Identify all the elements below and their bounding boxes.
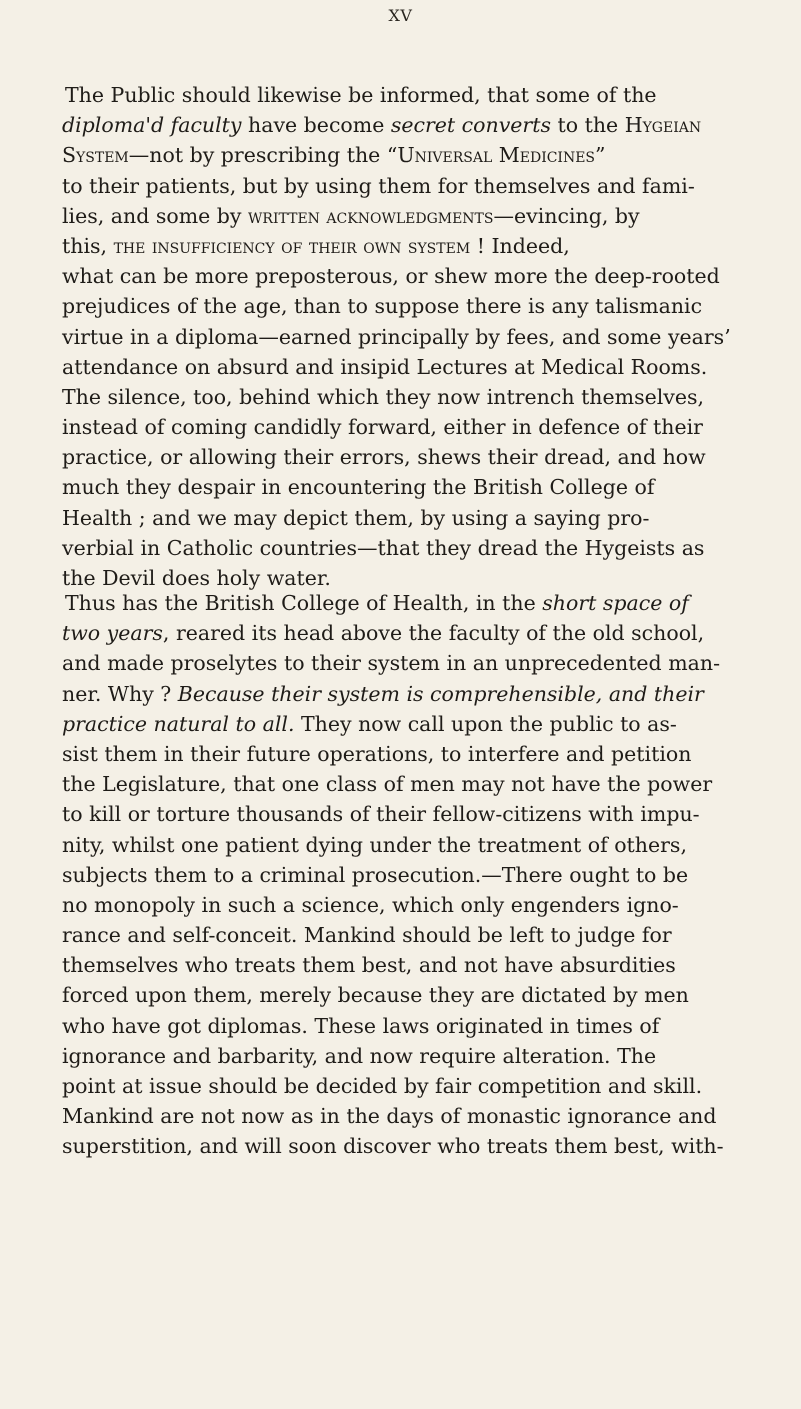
italic-text: secret converts: [390, 113, 551, 138]
text-line: [62, 80, 766, 110]
italic-text: Because their system is comprehensible, and their: [177, 681, 704, 706]
text-segment: , reared its head above the faculty of the old school,: [162, 621, 705, 646]
small-caps-text: System: [62, 143, 129, 168]
text-line: [62, 1041, 766, 1071]
text-segment: ”: [595, 143, 606, 168]
text-line: [62, 412, 766, 442]
text-line: [62, 588, 766, 618]
text-line: [62, 503, 766, 533]
text-segment: prejudices of the age, than to suppose there is any talismanic: [62, 294, 703, 319]
text-segment: verbial in Catholic countries—that they dread the Hygeists as: [62, 535, 705, 560]
text-segment: practice, or allowing their errors, shews their dread, and how: [62, 445, 706, 470]
text-segment: point at issue should be decided by fair competition and skill.: [62, 1074, 703, 1098]
text-line: [62, 920, 766, 950]
text-line: [62, 980, 766, 1010]
text-segment: Health ; and we may depict them, by using a saying pro-: [62, 505, 650, 530]
italic-text: diploma'd faculty: [62, 113, 242, 138]
text-line: [62, 110, 766, 140]
text-segment: the Devil does holy water.: [62, 566, 331, 590]
italic-text: practice natural to all.: [62, 711, 295, 736]
text-segment: ner. Why ?: [62, 681, 178, 706]
text-segment: what can be more preposterous, or shew more the deep-rooted: [62, 264, 720, 289]
text-line: [62, 769, 766, 799]
paragraph-1: [62, 80, 766, 593]
page-number: XV: [388, 6, 413, 25]
small-caps-text: Universal Medicines: [397, 143, 596, 168]
small-caps-text: Hygeian: [624, 113, 702, 138]
text-segment: ! Indeed,: [470, 233, 570, 258]
text-segment: no monopoly in such a science, which only engenders igno-: [62, 892, 679, 917]
italic-text: short space of: [542, 591, 689, 615]
text-segment: —evincing, by: [493, 203, 640, 228]
text-line: [62, 201, 766, 231]
text-segment: rance and self-conceit. Mankind should be left to judge for: [62, 923, 672, 948]
text-segment: subjects them to a criminal prosecution.—There ought to be: [62, 862, 689, 887]
italic-text: two years: [62, 621, 163, 646]
text-line: [62, 890, 766, 920]
text-segment: The silence, too, behind which they now intrench themselves,: [62, 384, 705, 409]
text-line: [62, 382, 766, 412]
text-line: [62, 679, 766, 709]
text-segment: The Public should likewise be informed, that some of the: [65, 83, 657, 107]
text-line: [62, 231, 766, 261]
text-segment: lies, and some by: [62, 203, 249, 228]
text-line: [62, 648, 766, 678]
text-line: [62, 739, 766, 769]
text-line: [62, 1131, 766, 1161]
text-segment: They now call upon the public to as-: [294, 711, 677, 736]
text-segment: to kill or torture thousands of their fellow-citizens with impu-: [62, 802, 700, 827]
text-line: [62, 171, 766, 201]
text-segment: virtue in a diploma—earned principally by fees, and some years’: [62, 324, 731, 349]
text-line: [62, 140, 766, 170]
text-segment: nity, whilst one patient dying under the treatment of others,: [62, 832, 687, 857]
text-line: [62, 442, 766, 472]
text-line: [62, 352, 766, 382]
text-segment: sist them in their future operations, to interfere and petition: [62, 741, 692, 766]
small-caps-text: the insufficiency of their own system: [113, 233, 471, 258]
text-line: [62, 830, 766, 860]
text-segment: have become: [241, 113, 391, 138]
text-segment: Thus has the British College of Health, in the: [65, 591, 543, 615]
text-segment: ignorance and barbarity, and now require alteration. The: [62, 1043, 657, 1068]
text-line: [62, 860, 766, 890]
text-line: [62, 1071, 766, 1101]
text-line: [62, 533, 766, 563]
small-caps-text: written acknowledgments: [248, 203, 494, 228]
text-line: [62, 291, 766, 321]
text-segment: the Legislature, that one class of men may not have the power: [62, 772, 713, 797]
text-segment: much they despair in encountering the British College of: [62, 475, 655, 500]
text-line: [62, 799, 766, 829]
text-segment: superstition, and will soon discover who treats them best, with-: [62, 1134, 724, 1159]
text-segment: who have got diplomas. These laws originated in times of: [62, 1013, 660, 1038]
text-segment: to their patients, but by using them for themselves and fami-: [62, 173, 695, 198]
text-segment: themselves who treats them best, and not have absurdities: [62, 953, 676, 978]
text-segment: instead of coming candidly forward, either in defence of their: [62, 415, 703, 440]
text-line: [62, 709, 766, 739]
text-segment: and made proselytes to their system in an unprecedented man-: [62, 651, 720, 676]
text-segment: this,: [62, 233, 114, 258]
text-segment: Mankind are not now as in the days of monastic ignorance and: [62, 1104, 717, 1129]
text-segment: attendance on absurd and insipid Lectures at Medical Rooms.: [62, 354, 708, 379]
paragraph-2: [62, 588, 766, 1162]
text-segment: to the: [550, 113, 625, 138]
text-segment: forced upon them, merely because they are dictated by men: [62, 983, 689, 1008]
text-line: [62, 1101, 766, 1131]
text-line: [62, 950, 766, 980]
text-line: [62, 261, 766, 291]
text-line: [62, 1011, 766, 1041]
text-segment: —not by prescribing the “: [128, 143, 398, 168]
text-line: [62, 472, 766, 502]
text-line: [62, 322, 766, 352]
text-line: [62, 618, 766, 648]
